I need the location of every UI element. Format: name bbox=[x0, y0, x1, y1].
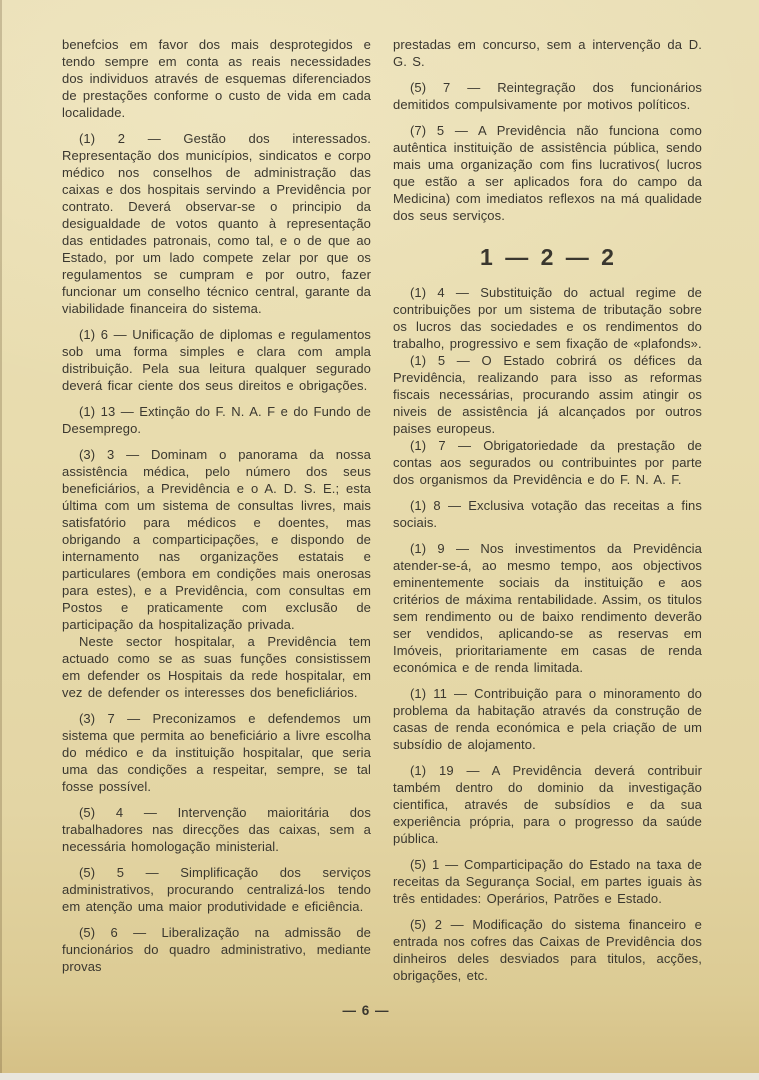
scan-bottom-strip bbox=[0, 1073, 759, 1080]
paragraph: (3) 3 — Dominam o panorama da nossa assistência médica, pelo número dos seus beneficiários, a Previdência e o A. D. S. E.; esta última com um sistema de consultas livres, mais satisfatório para médicos e doentes, mas obrigando a comparticipações, e dispondo de internamento nas organizações estatais e particulares (embora em condições mais onerosas para estes), e a Previdência, com consultas em Postos e praticamente com exclusão de participação da hospitalização privada. bbox=[62, 447, 371, 632]
left-column bbox=[62, 36, 371, 984]
right-column bbox=[393, 36, 702, 984]
paragraph: (1) 4 — Substituição do actual regime de contribuições por um sistema de tributação sobre os lucros das sociedades e os rendimentos do trabalho, progressivo e sem fixação de «plafonds». bbox=[393, 285, 702, 351]
paragraph: (1) 7 — Obrigatoriedade da prestação de contas aos segurados ou contribuintes por parte dos organismos da Previdência e do F. N. A. F. bbox=[393, 438, 702, 487]
paragraph: (1) 9 — Nos investimentos da Previdência atender-se-á, ao mesmo tempo, aos objectivos eminentemente sociais da instituição e aos critérios de máxima rentabilidade. Assim, os titulos sem rendimento ou de baixo rendimento deverão ser vendidos, aplicando-se as reservas em Imóveis, prioritariamente em casas de renda económica e de renda limitada. bbox=[393, 541, 702, 675]
paragraph: (7) 5 — A Previdência não funciona como autêntica instituição de assistência pública, sendo mais uma organização com fins lucrativos( lucros que estão a ser aplicados fora do campo da Medicina) com imediatos reflexos na má qualidade dos seus serviços. bbox=[393, 123, 702, 223]
paragraph: (1) 13 — Extinção do F. N. A. F e do Fundo de Desemprego. bbox=[62, 404, 371, 436]
paragraph: prestadas em concurso, sem a intervenção da D. G. S. bbox=[393, 37, 702, 69]
paragraph: (1) 11 — Contribuição para o minoramento do problema da habitação através da construção de casas de renda económica e pela criação de um subsídio de alojamento. bbox=[393, 686, 702, 752]
paragraph: (5) 5 — Simplificação dos serviços administrativos, procurando centralizá-los tendo em atenção uma maior produtividade e eficiência. bbox=[62, 865, 371, 914]
paragraph: (3) 7 — Preconizamos e defendemos um sistema que permita ao beneficiário a livre escolha do médico e da instituição hospitalar, que seria uma das condições a respeitar, sempre, se tal fosse possível. bbox=[62, 711, 371, 794]
scan-edge bbox=[0, 0, 2, 1073]
page-number: — 6 — bbox=[342, 1003, 390, 1018]
paragraph: benefcios em favor dos mais desprotegidos e tendo sempre em conta as reais necessidades dos individuos através de esquemas diferenciados de prestações conforme o custo de vida em cada localidade. bbox=[62, 37, 371, 120]
paragraph: (1) 19 — A Previdência deverá contribuir também dentro do dominio da investigação cientifica, através de subsídios e da sua experiência própria, para o progresso da saúde pública. bbox=[393, 763, 702, 846]
paragraph: (5) 1 — Comparticipação do Estado na taxa de receitas da Segurança Social, em partes iguais às três entidades: Operários, Patrões e Estado. bbox=[393, 857, 702, 906]
paragraph: (1) 5 — O Estado cobrirá os défices da Previdência, realizando para isso as reformas fiscais necessárias, procurando assim atingir os niveis de assistência já alcançados por outros paises europeus. bbox=[393, 353, 702, 436]
paragraph: (1) 2 — Gestão dos interessados. Representação dos municípios, sindicatos e corpo médico nos conselhos de administração das caixas e dos hospitais servindo a Previdência por contrato. Deverá observar-se o principio da desigualdade de votos quanto à representação das entidades patronais, como tal, e o de que ao Estado, por um lado compete zelar por que os regulamentos se cumpram e por outro, fazer funcionar um conselho técnico central, garante da viabilidade financeira do sistema. bbox=[62, 131, 371, 316]
paragraph: (5) 6 — Liberalização na admissão de funcionários do quadro administrativo, mediante provas bbox=[62, 925, 371, 974]
paragraph: Neste sector hospitalar, a Previdência tem actuado como se as suas funções consistissem em defender os Hospitais da rede hospitalar, em vez de defender os interesses dos beneficliários. bbox=[62, 634, 371, 700]
section-heading: 1 — 2 — 2 bbox=[480, 244, 615, 270]
text-block bbox=[62, 36, 702, 984]
paragraph: (1) 6 — Unificação de diplomas e regulamentos sob uma forma simples e clara com ampla distribuição. Pela sua leitura qualquer segurado deverá ficar ciente dos seus direitos e obrigações. bbox=[62, 327, 371, 393]
paragraph: (5) 4 — Intervenção maioritária dos trabalhadores nas direcções das caixas, sem a necessária homologação ministerial. bbox=[62, 805, 371, 854]
paragraph: (5) 2 — Modificação do sistema financeiro e entrada nos cofres das Caixas de Previdência dos dinheiros deles desviados para titulos, acções, obrigações, etc. bbox=[393, 917, 702, 983]
paragraph: (5) 7 — Reintegração dos funcionários demitidos compulsivamente por motivos políticos. bbox=[393, 80, 702, 112]
paragraph: (1) 8 — Exclusiva votação das receitas a fins sociais. bbox=[393, 498, 702, 530]
